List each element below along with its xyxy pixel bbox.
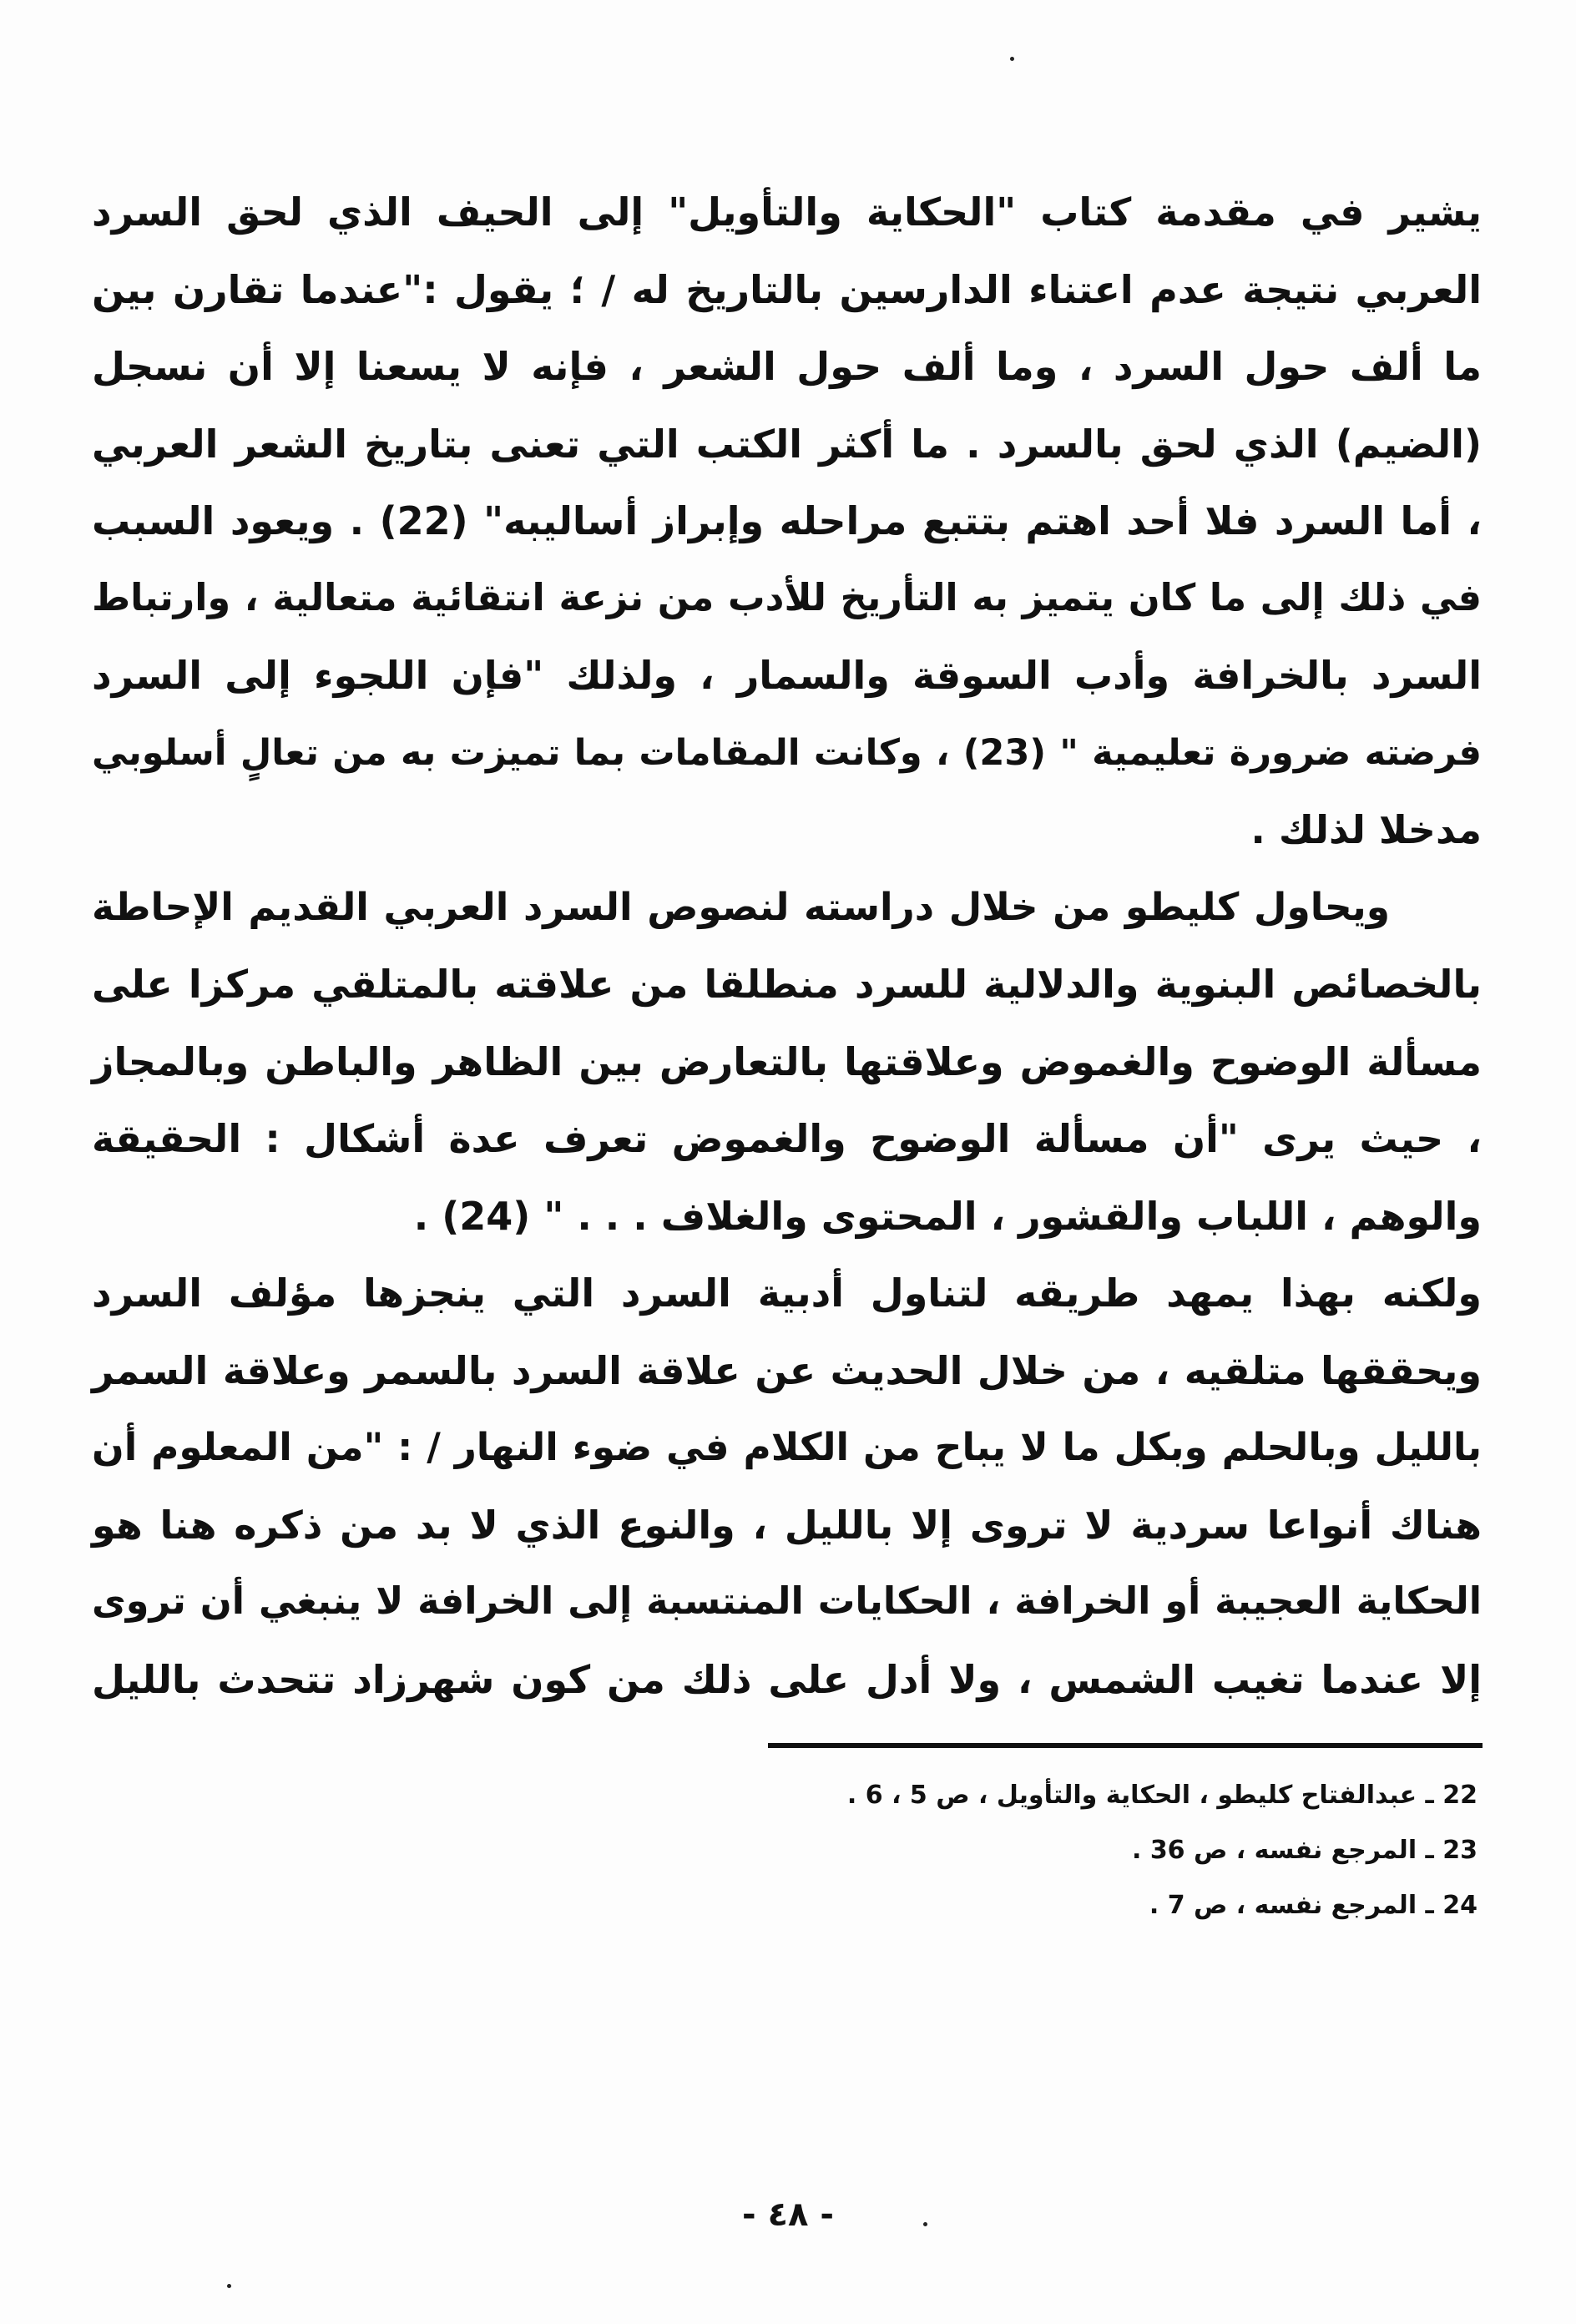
text-line: ولكنه بهذا يمهد طريقه لتناول أدبية السرد التي ينجزها مؤلف السرد [92, 1271, 1482, 1316]
text-line: مسألة الوضوح والغموض وعلاقتها بالتعارض بين الظاهر والباطن وبالمجاز [92, 1038, 1482, 1084]
text-line: ، حيث يرى "أن مسألة الوضوح والغموض تعرف عدة أشكال : الحقيقة [92, 1116, 1482, 1161]
scan-speck [1010, 57, 1014, 61]
footnotes [501, 1768, 1478, 1933]
paragraph-1 [92, 174, 1482, 869]
text-line: ويحاول كليطو من خلال دراسته لنصوص السرد العربي القديم الإحاطة [92, 884, 1390, 929]
text-line: الحكاية العجيبة أو الخرافة ، الحكايات المنتسبة إلى الخرافة لا ينبغي أن تروى [92, 1580, 1482, 1623]
footnote-separator [768, 1743, 1483, 1748]
text-line: (الضيم) الذي لحق بالسرد . ما أكثر الكتب التي تعنى بتاريخ الشعر العربي [92, 421, 1482, 467]
text-line: إلا عندما تغيب الشمس ، ولا أدل على ذلك من كون شهرزاد تتحدث بالليل [92, 1656, 1482, 1702]
text-line: السرد بالخرافة وأدب السوقة والسمار ، ولذلك "فإن اللجوء إلى السرد [92, 653, 1482, 698]
text-line: مدخلا لذلك . [1250, 807, 1482, 852]
scan-speck [923, 2222, 927, 2226]
scan-speck [227, 2284, 231, 2288]
text-line: العربي نتيجة عدم اعتناء الدارسين بالتاريخ له / ؛ يقول :"عندما تقارن بين [92, 266, 1482, 312]
footnote-24: 24 ـ المرجع نفسه ، ص 7 . [1149, 1891, 1478, 1920]
page-number: - ٤٨ - [742, 2195, 834, 2234]
text-line: في ذلك إلى ما كان يتميز به التأريخ للأدب من نزعة انتقائية متعالية ، وارتباط [92, 576, 1482, 619]
text-line: ما ألف حول السرد ، وما ألف حول الشعر ، فإنه لا يسعنا إلا أن نسجل [92, 344, 1482, 389]
paragraph-3 [92, 1255, 1482, 1718]
text-line: هناك أنواعا سردية لا تروى إلا بالليل ، والنوع الذي لا بد من ذكره هنا هو [92, 1502, 1482, 1548]
footnote-23: 23 ـ المرجع نفسه ، ص 36 . [1131, 1836, 1478, 1865]
text-line: ويحققها متلقيه ، من خلال الحديث عن علاقة السرد بالسمر وعلاقة السمر [92, 1347, 1482, 1393]
body-text [92, 174, 1482, 1718]
footnote-22: 22 ـ عبدالفتاح كليطو ، الحكاية والتأويل ، ص 5 ، 6 . [846, 1781, 1478, 1810]
text-line: والوهم ، اللباب والقشور ، المحتوى والغلاف . . . " (24) . [413, 1193, 1482, 1239]
text-line: يشير في مقدمة كتاب "الحكاية والتأويل" إلى الحيف الذي لحق السرد [92, 189, 1482, 235]
paragraph-2 [92, 869, 1482, 1255]
text-line: ، أما السرد فلا أحد اهتم بتتبع مراحله وإبراز أساليبه" (22) . ويعود السبب [92, 498, 1483, 543]
text-line: فرضته ضرورة تعليمية " (23) ، وكانت المقامات بما تميزت به من تعالٍ أسلوبي [92, 731, 1482, 774]
text-line: بالليل وبالحلم وبكل ما لا يباح من الكلام في ضوء النهار / : "من المعلوم أن [92, 1425, 1482, 1469]
text-line: بالخصائص البنوية والدلالية للسرد منطلقا من علاقته بالمتلقي مركزا على [92, 962, 1482, 1007]
